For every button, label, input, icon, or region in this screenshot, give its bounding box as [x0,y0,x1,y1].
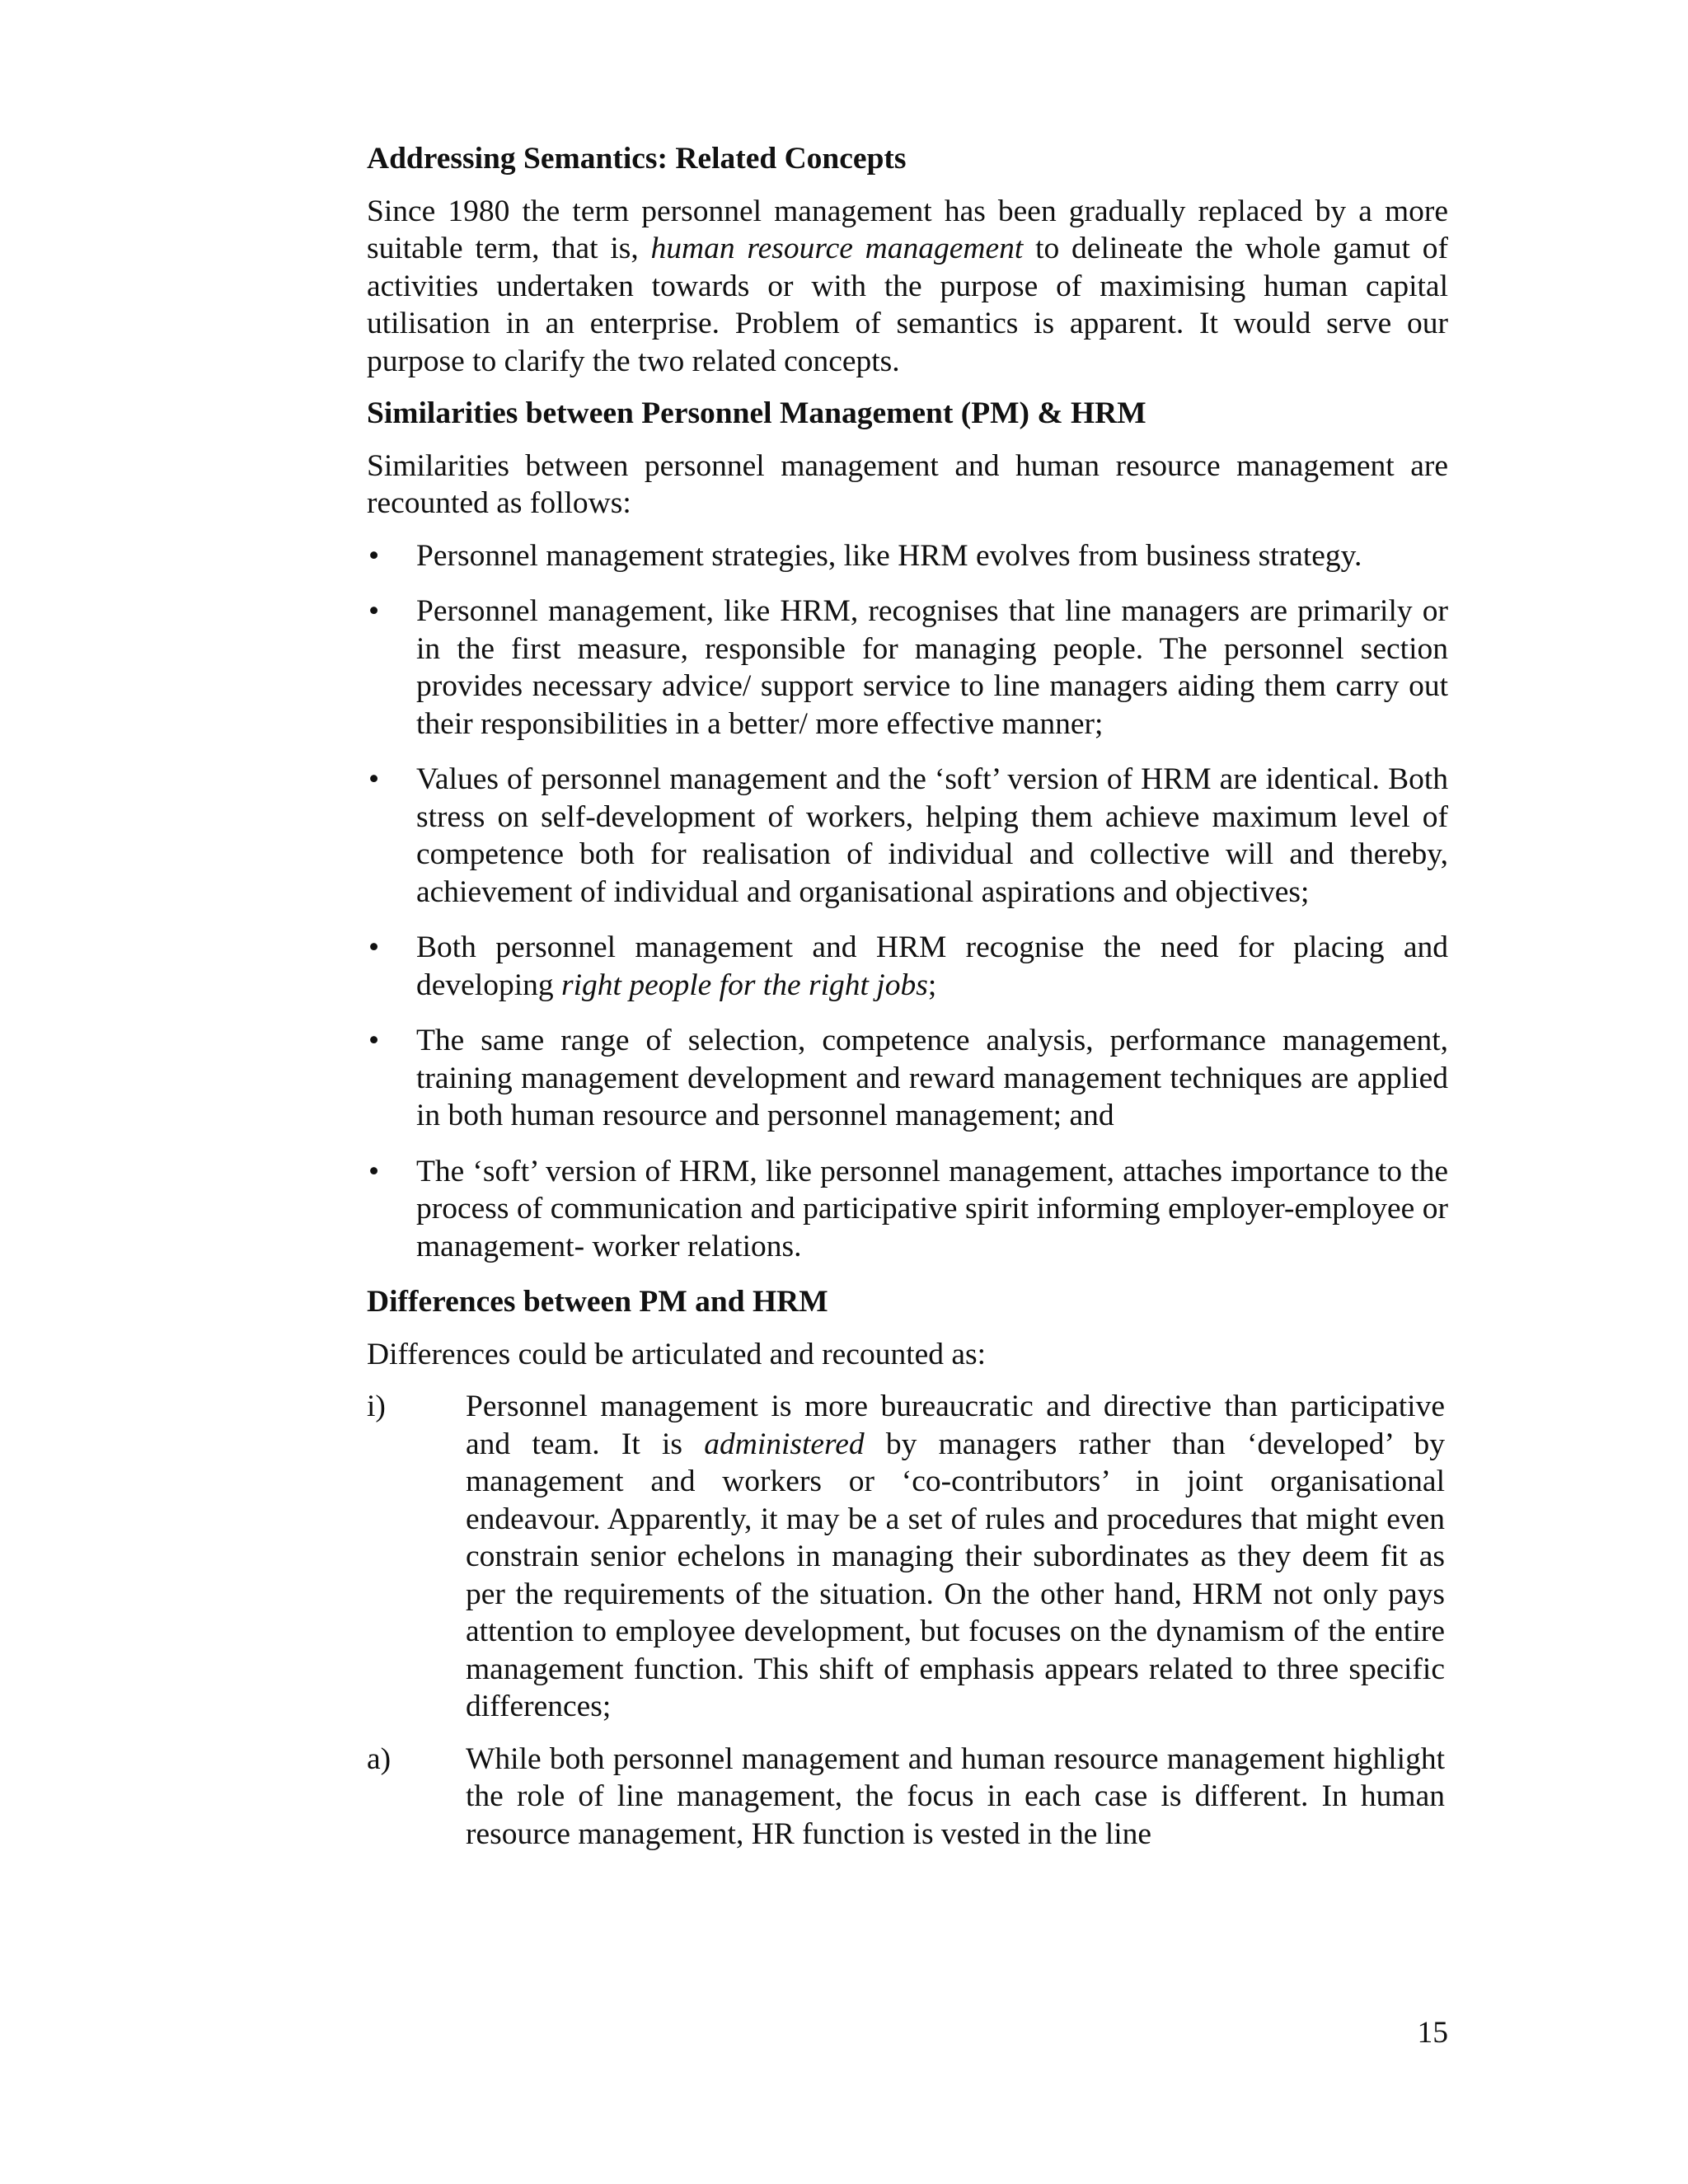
page-number: 15 [1417,2016,1448,2050]
item-text [466,1388,1445,1726]
list-item-text: Personnel management, like HRM, recognises that line managers are primarily or in the first measure, responsible for managing people. The personnel section provides necessary advice/ support service to line managers aiding them carry out their responsibilities in a better/ more effective manner; [416,594,1448,741]
item-text-part: by managers rather than ‘developed’ by management and workers or ‘co-contributors’ in joint organisational endeavour. Apparently, it may be a set of rules and procedures that might even constrain senior echelons in managing their subordinates as they deem fit as per the requirements of the situation. On the other hand, HRM not only pays attention to employee development, but focuses on the dynamism of the entire management function. This shift of emphasis appears related to three specific differences; [466,1427,1445,1723]
list-item [367,1153,1448,1266]
list-item-text: The ‘soft’ version of HRM, like personnel management, attaches importance to the process of communication and participative spirit informing employer-employee or management- worker relations. [416,1154,1448,1263]
section-heading-similarities: Similarities between Personnel Management (PM) & HRM [367,396,1146,430]
list-item [367,537,1448,575]
document-page [367,140,1448,1868]
emphasis-text: human resource management [650,232,1024,265]
list-item-text: Values of personnel management and the ‘soft’ version of HRM are identical. Both stress on self-development of workers, helping them achieve maximum level of competence both for realisation of individual and collective will and thereby, achievement of individual and organisational aspirations and objectives; [416,762,1448,909]
item-text: While both personnel management and human resource management highlight the role of line management, the focus in each case is different. In human resource management, HR function is vested in the line [466,1741,1445,1851]
list-item-text: The same range of selection, competence analysis, performance management, training management development and reward management techniques are applied in both human resource and personnel management; and [416,1024,1448,1132]
list-item [367,761,1448,911]
paragraph-text: to delineate the whole gamut of activities undertaken towards or with the purpose of maximising human capital utilisation in an enterprise. Problem of semantics is apparent. It would serve our purpose to clarify the two related concepts. [367,232,1448,378]
paragraph-semantics [367,193,1448,381]
paragraph-text: Since 1980 the term personnel management has been gradually replaced by a more suitable term, that is, [367,194,1448,265]
section-heading-differences: Differences between PM and HRM [367,1285,828,1319]
emphasis-text: right people for the right jobs [561,968,928,1002]
section-heading-semantics: Addressing Semantics: Related Concepts [367,142,907,176]
bullet-icon: • [368,1154,380,1188]
list-item [367,593,1448,743]
list-item-text: ; [927,968,937,1002]
paragraph-differences-intro: Differences could be articulated and recounted as: [367,1337,987,1371]
emphasis-text: administered [704,1427,865,1461]
bullet-icon: • [368,930,380,964]
difference-item-a [367,1741,1448,1854]
list-item-text: Both personnel management and HRM recognise the need for placing and developing [416,930,1448,1002]
bullet-icon: • [368,1024,380,1057]
item-text-part: Personnel management is more bureaucratic and directive than participative and team. It is [466,1390,1445,1461]
list-item [367,1022,1448,1135]
bullet-icon: • [368,538,380,573]
difference-item-i [367,1388,1448,1726]
item-marker: i) [367,1390,386,1423]
similarities-list [367,537,1448,1266]
paragraph-similarities-intro: Similarities between personnel management and human resource management are recounted as follows: [367,448,1448,520]
list-item-text: Personnel management strategies, like HRM evolves from business strategy. [416,538,1362,573]
bullet-icon: • [368,594,380,628]
bullet-icon: • [368,762,380,796]
list-item [367,929,1448,1004]
item-marker: a) [367,1741,392,1776]
